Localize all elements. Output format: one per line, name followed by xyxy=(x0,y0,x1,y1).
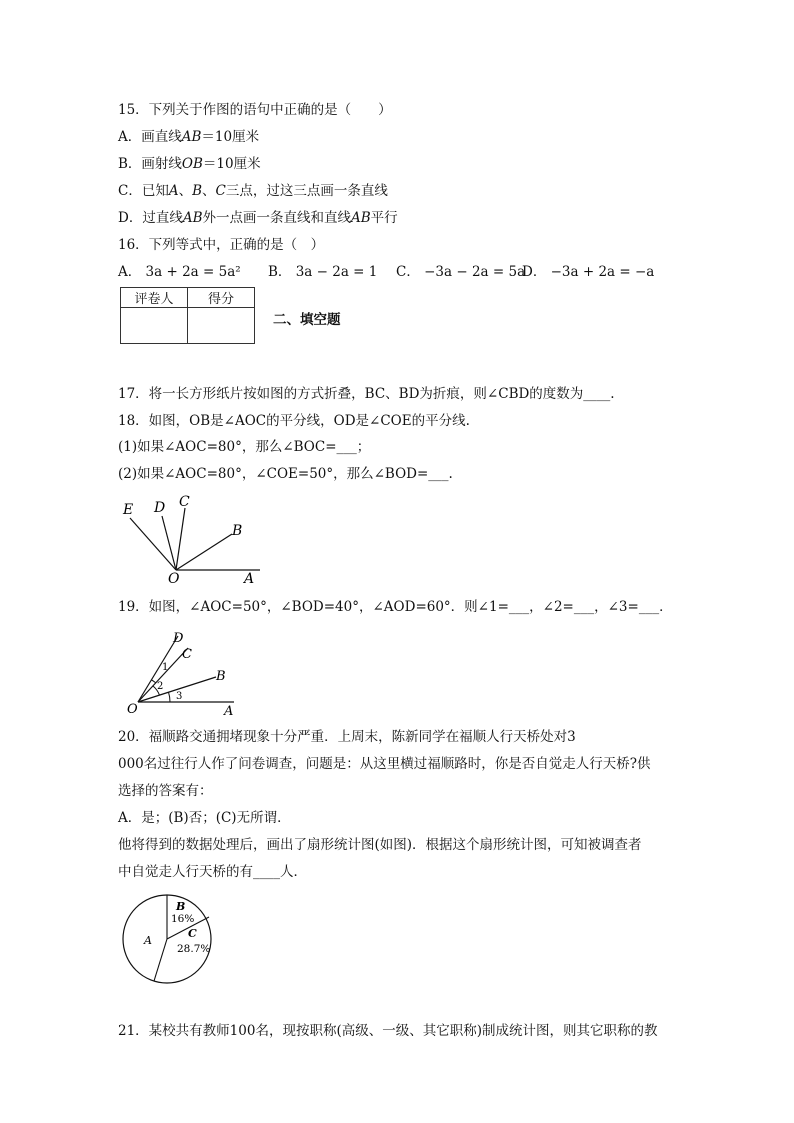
pie-pct-B: 16% xyxy=(171,913,195,925)
label-D: D xyxy=(173,631,184,646)
q20-pie-chart xyxy=(120,892,220,986)
q20-line6: 中自觉走人行天桥的有____人． xyxy=(118,864,307,880)
label-B: B xyxy=(232,523,243,539)
label-O: O xyxy=(168,571,180,587)
q18-stem: 18．如图，OB是∠AOC的平分线，OD是∠COE的平分线. xyxy=(118,413,470,429)
label-D: D xyxy=(154,500,166,516)
q21-text: 21．某校共有教师100名，现按职称(高级、一级、其它职称)制成统计图，则其它职称的教 xyxy=(118,1023,658,1039)
q19-angle-figure xyxy=(124,630,244,720)
q17-text: 17．将一长方形纸片按如图的方式折叠，BC、BD为折痕，则∠CBD的度数为____. xyxy=(118,386,615,402)
pie-pct-C: 28.7% xyxy=(177,943,211,955)
q15-stem: 15．下列关于作图的语句中正确的是（ ） xyxy=(118,102,392,118)
grader-cell xyxy=(121,308,188,344)
q16-option-b: B． 3a − 2a = 1 xyxy=(268,264,378,280)
pie-label-A: A xyxy=(144,934,152,947)
score-header: 得分 xyxy=(188,288,255,308)
q16-option-c: C． −3a − 2a = 5a xyxy=(396,264,526,280)
q16-option-d: D． −3a + 2a = −a xyxy=(522,264,655,280)
grader-header: 评卷人 xyxy=(121,288,188,308)
grade-table xyxy=(120,287,255,344)
q15-option-b: B．画射线OB＝10厘米 xyxy=(118,156,261,172)
label-C: C xyxy=(179,494,190,510)
angle-2-label: 2 xyxy=(157,681,164,692)
q18-part2: (2)如果∠AOC=80°，∠COE=50°，那么∠BOD=___. xyxy=(118,466,453,482)
q20-line1: 20．福顺路交通拥堵现象十分严重．上周末，陈新同学在福顺人行天桥处对3 xyxy=(118,729,576,745)
label-O: O xyxy=(127,702,138,717)
angle-3-label: 3 xyxy=(176,691,183,702)
q18-part1: (1)如果∠AOC=80°，那么∠BOC=___； xyxy=(118,439,371,455)
q20-line2: 000名过往行人作了问卷调查，问题是：从这里横过福顺路时，你是否自觉走人行天桥?供 xyxy=(118,756,651,772)
angle-1-label: 1 xyxy=(162,662,169,673)
q16-option-a: A． 3a + 2a = 5a² xyxy=(118,264,241,280)
q20-line5: 他将得到的数据处理后，画出了扇形统计图(如图)．根据这个扇形统计图，可知被调查者 xyxy=(118,837,642,853)
q15-option-c: C．已知A、B、C三点，过这三点画一条直线 xyxy=(118,183,388,199)
q18-angle-figure xyxy=(118,490,268,586)
label-C: C xyxy=(182,647,192,662)
q20-line3: 选择的答案有： xyxy=(118,783,213,799)
label-A: A xyxy=(224,704,234,719)
pie-label-C: C xyxy=(188,927,197,940)
q15-option-d: D．过直线AB外一点画一条直线和直线AB平行 xyxy=(118,210,398,226)
q19-text: 19．如图，∠AOC=50°，∠BOD=40°，∠AOD=60°．则∠1=___，∠2=___，∠3=___． xyxy=(118,599,673,615)
label-B: B xyxy=(216,669,226,684)
q16-stem: 16．下列等式中，正确的是（ ） xyxy=(118,237,325,253)
score-cell xyxy=(188,308,255,344)
section-title: 二、填空题 xyxy=(273,312,341,328)
label-E: E xyxy=(123,502,134,518)
q20-line4: A．是；(B)否；(C)无所谓． xyxy=(118,810,291,826)
q15-option-a: A．画直线AB＝10厘米 xyxy=(118,129,260,145)
pie-label-B: B xyxy=(176,900,186,913)
label-A: A xyxy=(244,571,255,587)
